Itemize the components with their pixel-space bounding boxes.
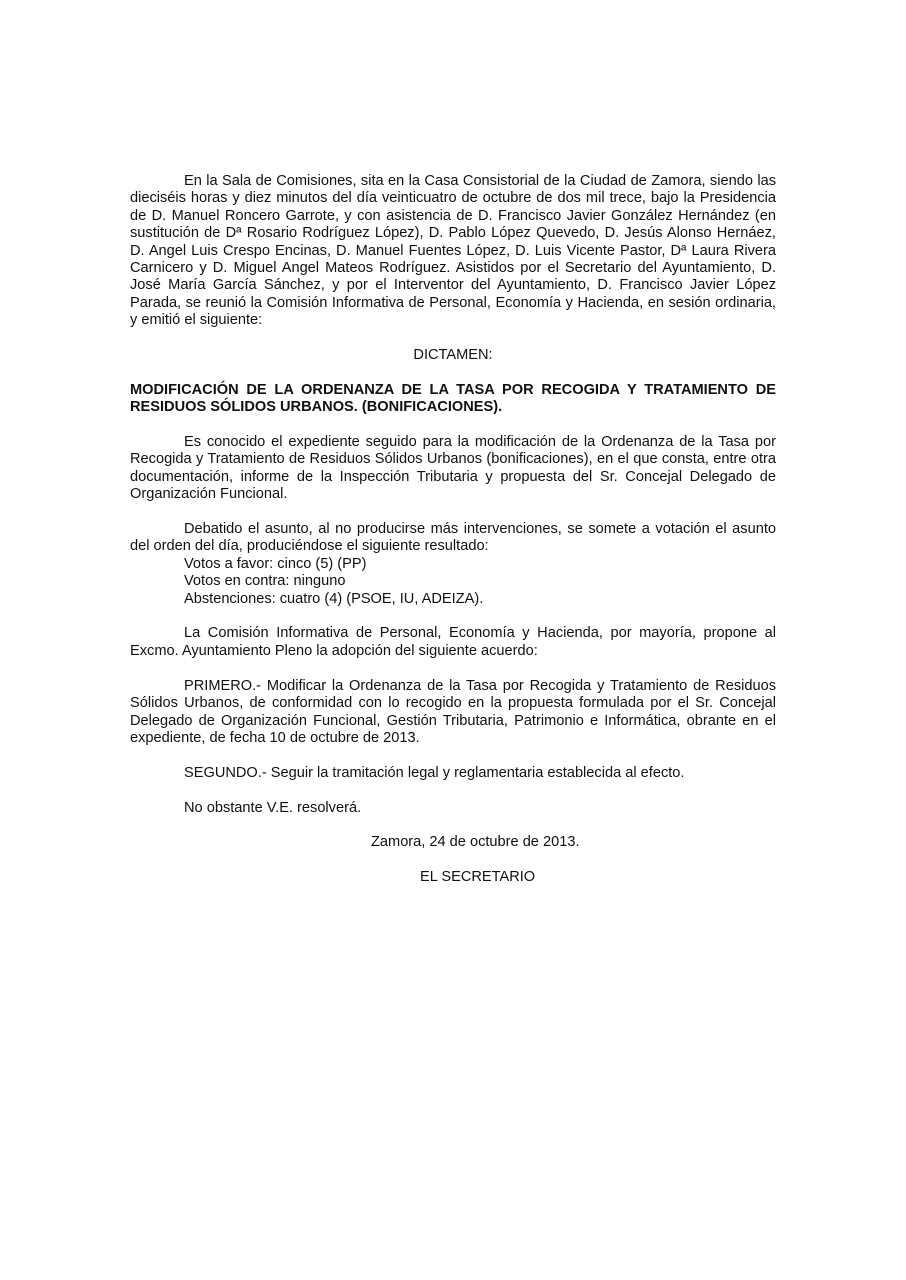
primero-paragraph: PRIMERO.- Modificar la Ordenanza de la Tasa por Recogida y Tratamiento de Residuos Sólidos Urbanos, de conformidad con lo recogido en la propuesta formulada por el Sr. Concejal Delegado de Organización Funcional, Gestión Tributaria, Patrimonio e Informática, obrante en el expediente, de fecha 10 de octubre de 2013. (130, 677, 776, 746)
intro-paragraph: En la Sala de Comisiones, sita en la Casa Consistorial de la Ciudad de Zamora, siendo las dieciséis horas y diez minutos del día veinticuatro de octubre de dos mil trece, bajo la Presidencia de D. Manuel Roncero Garrote, y con asistencia de D. Francisco Javier González Hernández (en sustitución de Dª Rosario Rodríguez López), D. Pablo López Quevedo, D. Jesús Alonso Hernáez, D. Angel Luis Crespo Encinas, D. Manuel Fuentes López, D. Luis Vicente Pastor, Dª Laura Rivera Carnicero y D. Miguel Angel Mateos Rodríguez. Asistidos por el Secretario del Ayuntamiento, D. José María García Sánchez, y por el Interventor del Ayuntamiento, D. Francisco Javier López Parada, se reunió la Comisión Informativa de Personal, Economía y Hacienda, en sesión ordinaria, y emitió el siguiente: (130, 173, 776, 329)
votes-in-favor: Votos a favor: cinco (5) (PP) (184, 555, 367, 572)
propone-paragraph: La Comisión Informativa de Personal, Economía y Hacienda, por mayoría, propone al Excmo. Ayuntamiento Pleno la adopción del siguiente acuerdo: (130, 625, 776, 659)
votes-against: Votos en contra: ninguno (184, 573, 346, 590)
document-body (130, 173, 776, 887)
subject-title: MODIFICACIÓN DE LA ORDENANZA DE LA TASA POR RECOGIDA Y TRATAMIENTO DE RESIDUOS SÓLIDOS URBANOS. (BONIFICACIONES). (130, 381, 776, 416)
votes-list (130, 556, 776, 608)
dictamen-heading: DICTAMEN: (413, 347, 493, 364)
date-line: Zamora, 24 de octubre de 2013. (371, 834, 580, 851)
signature-label: EL SECRETARIO (420, 869, 536, 886)
votes-abstentions: Abstenciones: cuatro (4) (PSOE, IU, ADEIZA). (184, 590, 484, 607)
debate-paragraph: Debatido el asunto, al no producirse más intervenciones, se somete a votación el asunto del orden del día, produciéndose el siguiente resultado: (130, 521, 776, 555)
expediente-paragraph: Es conocido el expediente seguido para la modificación de la Ordenanza de la Tasa por Recogida y Tratamiento de Residuos Sólidos Urbanos (bonificaciones), en el que consta, entre otra documentación, informe de la Inspección Tributaria y propuesta del Sr. Concejal Delegado de Organización Funcional. (130, 434, 776, 503)
resolvera-paragraph: No obstante V.E. resolverá. (184, 799, 362, 816)
segundo-paragraph: SEGUNDO.- Seguir la tramitación legal y reglamentaria establecida al efecto. (184, 764, 685, 781)
